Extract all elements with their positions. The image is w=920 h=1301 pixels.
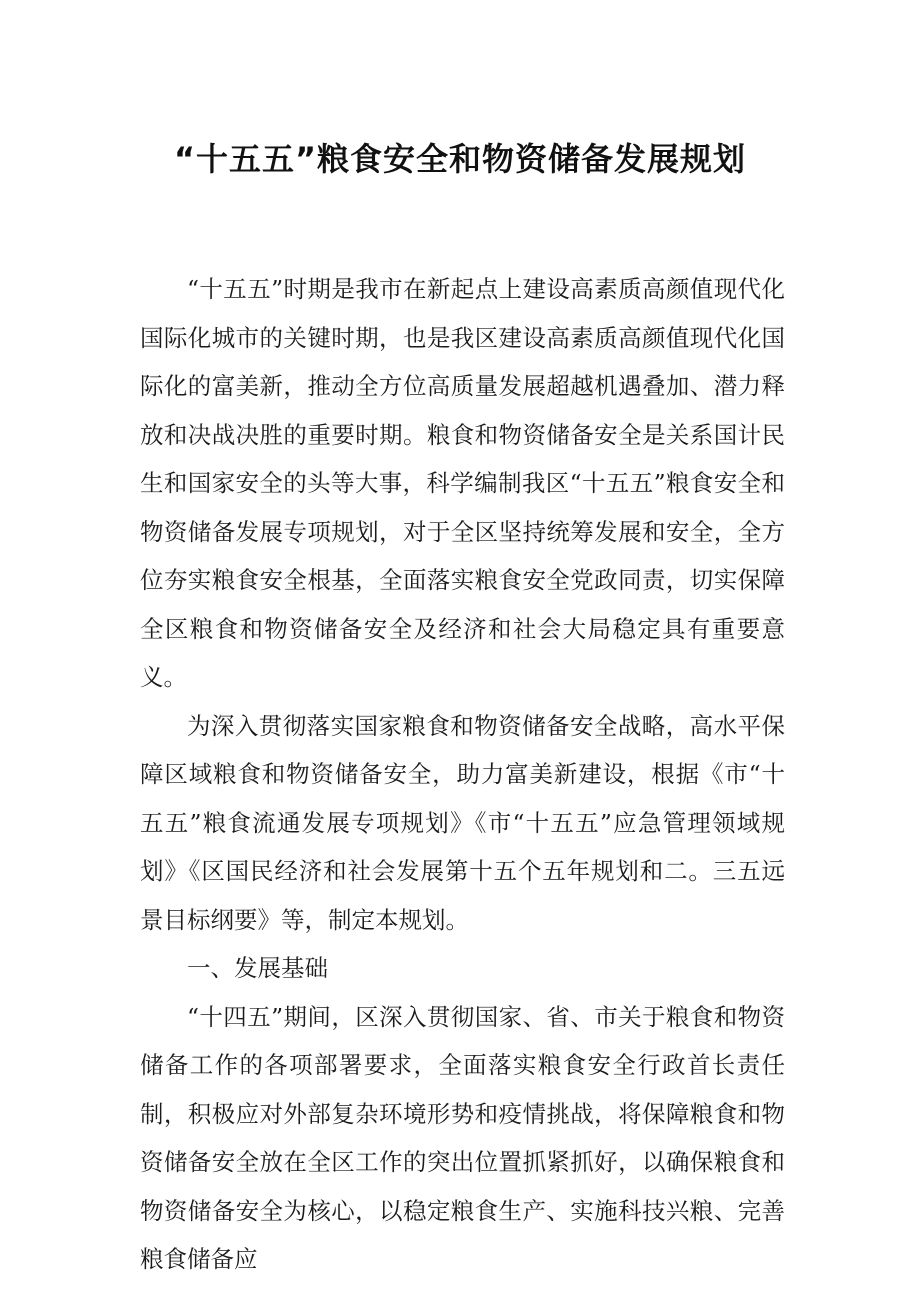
section-paragraph: “十四五”期间，区深入贯彻国家、省、市关于粮食和物资储备工作的各项部署要求，全面落实粮食安全行政首长责任制，积极应对外部复杂环境形势和疫情挑战，将保障粮食和物资储备安全放在全区工作的突出位置抓紧抓好，以确保粮食和物资储备安全为核心，以稳定粮食生产、实施科技兴粮、完善粮食储备应 — [140, 1002, 785, 1273]
purpose-paragraph: 为深入贯彻落实国家粮食和物资储备安全战略，高水平保障区域粮食和物资储备安全，助力富美新建设，根据《市“十五五”粮食流通发展专项规划》《市“十五五”应急管理领域规划》《区国民经济和社会发展第十五个五年规划和二。三五远景目标纲要》等，制定本规划。 — [140, 711, 785, 934]
document-body — [140, 265, 785, 1284]
intro-paragraph: “十五五”时期是我市在新起点上建设高素质高颜值现代化国际化城市的关键时期，也是我区建设高素质高颜值现代化国际化的富美新，推动全方位高质量发展超越机遇叠加、潜力释放和决战决胜的重要时期。粮食和物资储备安全是关系国计民生和国家安全的头等大事，科学编制我区“十五五”粮食安全和物资储备发展专项规划，对于全区坚持统筹发展和安全，全方位夯实粮食安全根基，全面落实粮食安全党政同责，切实保障全区粮食和物资储备安全及经济和社会大局稳定具有重要意义。 — [140, 275, 785, 691]
section-heading: 一、发展基础 — [187, 954, 328, 982]
document-title: “十五五”粮食安全和物资储备发展规划 — [173, 140, 747, 178]
